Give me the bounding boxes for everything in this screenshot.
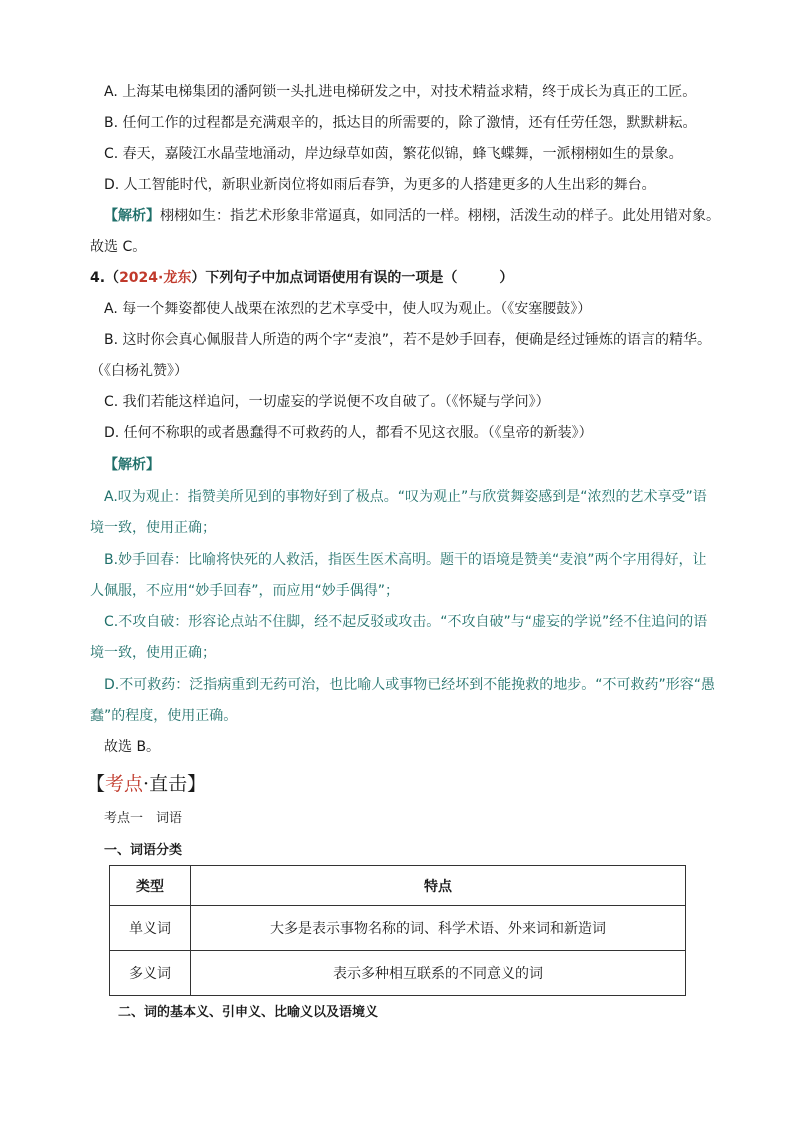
q4-analysis-line: C.不攻自破：形容论点站不住脚，经不起反驳或攻击。“不攻自破”与“虚妄的学说”经不住追问的语 bbox=[104, 614, 708, 630]
table-header-feature: 特点 bbox=[191, 866, 686, 906]
q4-option-c: C. 我们若能这样追问，一切虚妄的学说便不攻自破了。（《怀疑与学问》） bbox=[104, 394, 550, 410]
q4-analysis-label: 【解析】 bbox=[104, 457, 160, 473]
q4-analysis-line: 境一致，使用正确； bbox=[90, 520, 216, 536]
table-cell: 大多是表示事物名称的词、科学术语、外来词和新造词 bbox=[191, 906, 686, 951]
q4-number: 4.（ bbox=[90, 270, 120, 286]
q3-answer: 故选 C。 bbox=[90, 239, 147, 255]
q4-option-a: A. 每一个舞姿都使人战栗在浓烈的艺术享受中，使人叹为观止。（《安塞腰鼓》） bbox=[104, 301, 592, 317]
analysis-label: 【解析】 bbox=[104, 208, 160, 224]
table-row bbox=[110, 906, 686, 951]
q3-analysis bbox=[104, 206, 720, 226]
table-header-row bbox=[110, 866, 686, 906]
table-cell: 单义词 bbox=[110, 906, 191, 951]
q3-option-c: C. 春天，嘉陵江水晶莹地涌动，岸边绿草如茵，繁花似锦，蜂飞蝶舞，一派栩栩如生的景象。 bbox=[104, 146, 683, 162]
q4-option-b-cont: （《白杨礼赞》） bbox=[90, 363, 188, 379]
q4-analysis-line: A.叹为观止：指赞美所见到的事物好到了极点。“叹为观止”与欣赏舞姿感到是“浓烈的艺术享受”语 bbox=[104, 489, 707, 505]
q4-analysis-line: B.妙手回春：比喻将快死的人救活，指医生医术高明。题干的语境是赞美“麦浪”两个字用得好，让 bbox=[104, 552, 707, 568]
word-classification-table bbox=[109, 865, 686, 996]
table-row bbox=[110, 951, 686, 996]
q4-source: 2024·龙东 bbox=[119, 270, 192, 286]
section-heading-1: 一、词语分类 bbox=[104, 843, 183, 858]
q3-option-d: D. 人工智能时代，新职业新岗位将如雨后春笋，为更多的人搭建更多的人生出彩的舞台。 bbox=[104, 177, 656, 193]
title-bracket-open: 【 bbox=[86, 773, 106, 795]
table-cell: 多义词 bbox=[110, 951, 191, 996]
q3-option-a: A. 上海某电梯集团的潘阿锁一头扎进电梯研发之中，对技术精益求精，终于成长为真正的工匠。 bbox=[104, 84, 697, 100]
q4-option-d: D. 任何不称职的或者愚蠢得不可救药的人，都看不见这衣服。（《皇帝的新装》） bbox=[104, 425, 593, 441]
q4-answer: 故选 B。 bbox=[104, 739, 161, 755]
title-rest: ·直击】 bbox=[143, 773, 207, 795]
analysis-text: 栩栩如生：指艺术形象非常逼真，如同活的一样。栩栩，活泼生动的样子。此处用错对象。 bbox=[160, 208, 720, 224]
q4-option-b: B. 这时你会真心佩服昔人所造的两个字“麦浪”，若不是妙手回春，便确是经过锤炼的语言的精华。 bbox=[104, 332, 712, 348]
q4-stem: ）下列句子中加点词语使用有误的一项是（ ） bbox=[191, 270, 514, 286]
q4-analysis-line: 蠢”的程度，使用正确。 bbox=[90, 708, 238, 724]
kaodian-subtitle: 考点一 词语 bbox=[104, 811, 183, 826]
table-cell: 表示多种相互联系的不同意义的词 bbox=[191, 951, 686, 996]
q4-analysis-line: 人佩服，不应用“妙手回春”，而应用“妙手偶得”； bbox=[90, 583, 400, 599]
q4-heading bbox=[90, 268, 513, 288]
section-title bbox=[86, 771, 206, 797]
q3-option-b: B. 任何工作的过程都是充满艰辛的，抵达目的所需要的，除了激情，还有任劳任怨，默默耕耘。 bbox=[104, 115, 697, 131]
table-header-type: 类型 bbox=[110, 866, 191, 906]
q4-analysis-line: 境一致，使用正确； bbox=[90, 645, 216, 661]
q4-analysis-line: D.不可救药：泛指病重到无药可治，也比喻人或事物已经坏到不能挽救的地步。“不可救药”形容“愚 bbox=[104, 677, 715, 693]
title-highlight: 考点 bbox=[105, 773, 144, 795]
section-heading-2: 二、词的基本义、引申义、比喻义以及语境义 bbox=[118, 1005, 379, 1020]
